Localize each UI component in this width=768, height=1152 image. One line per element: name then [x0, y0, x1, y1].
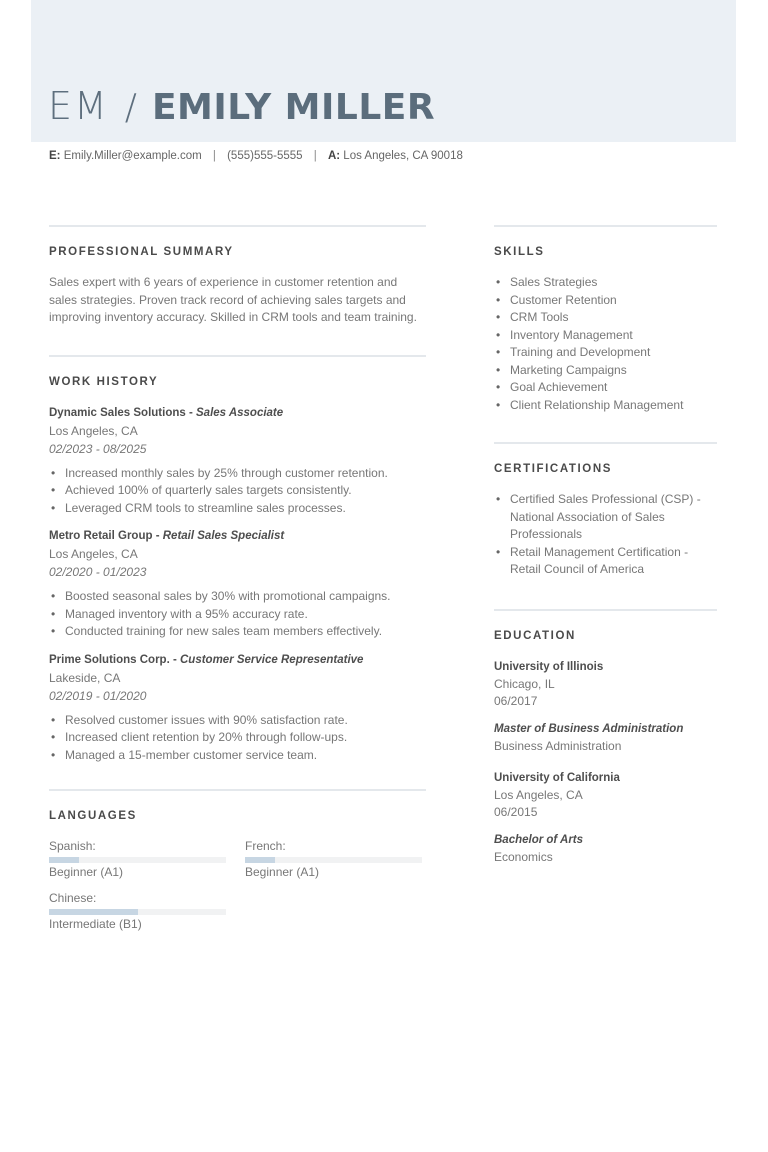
- languages-section: [49, 789, 426, 932]
- language-level: Beginner (A1): [49, 865, 124, 879]
- skill-item: • Marketing Campaigns: [494, 362, 717, 380]
- job-bullet: • Resolved customer issues with 90% satisfaction rate.: [49, 712, 426, 730]
- job-bullet: • Increased monthly sales by 25% through customer retention.: [49, 465, 426, 483]
- education-section: [494, 609, 717, 866]
- work-history-section: [49, 355, 426, 765]
- job-role: Customer Service Representative: [180, 653, 364, 666]
- certifications-list: [494, 491, 717, 579]
- summary-section: [49, 225, 426, 327]
- language-name: Spanish:: [49, 839, 96, 853]
- email-label: E:: [49, 150, 61, 162]
- section-title: EDUCATION: [494, 629, 576, 642]
- section-divider: [49, 789, 426, 791]
- language-name: Chinese:: [49, 891, 97, 905]
- language-level: Intermediate (B1): [49, 917, 142, 931]
- job-company: Metro Retail Group: [49, 530, 153, 542]
- job-location: Lakeside, CA: [49, 670, 121, 685]
- job-location: Los Angeles, CA: [49, 423, 138, 438]
- language-proficiency-fill: [49, 909, 138, 915]
- job-bullets: [49, 465, 426, 518]
- skill-item: • CRM Tools: [494, 309, 717, 327]
- job-bullet: • Increased client retention by 20% through follow-ups.: [49, 729, 426, 747]
- contact-line: [49, 150, 463, 162]
- education-degree-block: [494, 720, 717, 755]
- skill-item: • Customer Retention: [494, 292, 717, 310]
- language-proficiency-fill: [49, 857, 79, 863]
- job-heading: Metro Retail Group - Retail Sales Specialist: [49, 530, 285, 542]
- address-value: Los Angeles, CA 90018: [343, 150, 463, 162]
- section-title: SKILLS: [494, 246, 545, 258]
- section-title: LANGUAGES: [49, 810, 137, 822]
- job-bullets: [49, 588, 426, 641]
- language-proficiency-bar: [245, 857, 422, 863]
- job-company: Dynamic Sales Solutions: [49, 406, 186, 419]
- job-bullet: • Managed a 15-member customer service team.: [49, 747, 426, 765]
- section-divider: [49, 225, 426, 227]
- language-proficiency-fill: [245, 857, 275, 863]
- section-title: CERTIFICATIONS: [494, 463, 613, 475]
- job-heading: Prime Solutions Corp. - Customer Service Representative: [49, 653, 364, 666]
- section-title: WORK HISTORY: [49, 375, 159, 388]
- education-location: Los Angeles, CA: [494, 787, 583, 802]
- language-name: French:: [245, 839, 286, 853]
- section-divider: [494, 225, 717, 227]
- job-company: Prime Solutions Corp.: [49, 653, 170, 666]
- job-dates: 02/2023 - 08/2025: [49, 441, 147, 456]
- certification-item: • Certified Sales Professional (CSP) - National Association of Sales Professionals: [494, 491, 717, 544]
- language-level: Beginner (A1): [245, 865, 320, 879]
- certification-item: • Retail Management Certification - Retail Council of America: [494, 544, 717, 579]
- skill-item: • Inventory Management: [494, 327, 717, 345]
- contact-separator: |: [313, 150, 317, 162]
- initials: EM: [48, 84, 109, 128]
- languages-grid: [49, 838, 426, 932]
- name-heading: [48, 84, 435, 130]
- job-heading: Dynamic Sales Solutions - Sales Associate: [49, 406, 284, 419]
- email-value[interactable]: Emily.Miller@example.com: [63, 150, 202, 162]
- skill-item: • Goal Achievement: [494, 379, 717, 397]
- job-dates: 02/2019 - 01/2020: [49, 688, 147, 703]
- job-bullet: • Boosted seasonal sales by 30% with promotional campaigns.: [49, 588, 426, 606]
- job-dates: 02/2020 - 01/2023: [49, 565, 147, 579]
- language-proficiency-bar: [49, 909, 226, 915]
- skills-section: [494, 225, 717, 414]
- job-bullet: • Managed inventory with a 95% accuracy rate.: [49, 606, 426, 624]
- education-date: 06/2017: [494, 693, 538, 708]
- address-label: A:: [327, 150, 341, 162]
- education-entry: [494, 658, 717, 710]
- language-item: [245, 838, 422, 880]
- full-name: EMILY MILLER: [151, 87, 436, 128]
- job-entry: [49, 404, 426, 518]
- education-degree-block: [494, 831, 717, 866]
- summary-text: Sales expert with 6 years of experience in customer retention and sales strategies. Proven track record of achieving sales targets and improving inventory accuracy. Skilled in CRM tools and team training.: [49, 275, 417, 324]
- language-item: [49, 890, 226, 932]
- job-entry: [49, 651, 426, 765]
- education-school: University of Illinois: [494, 660, 604, 673]
- job-bullet: • Conducted training for new sales team members effectively.: [49, 623, 426, 641]
- phone-value: (555)555-5555: [227, 150, 303, 162]
- job-entry: [49, 527, 426, 641]
- right-column: [494, 225, 717, 876]
- education-location: Chicago, IL: [494, 676, 555, 691]
- job-bullet: • Leveraged CRM tools to streamline sales processes.: [49, 500, 426, 518]
- education-entry: [494, 769, 717, 821]
- skill-item: • Client Relationship Management: [494, 397, 717, 415]
- education-field: Business Administration: [494, 738, 622, 753]
- education-field: Economics: [494, 849, 553, 864]
- job-bullet: • Achieved 100% of quarterly sales targets consistently.: [49, 482, 426, 500]
- education-degree: Master of Business Administration: [494, 722, 684, 735]
- skill-item: • Training and Development: [494, 344, 717, 362]
- section-divider: [494, 442, 717, 444]
- language-proficiency-bar: [49, 857, 226, 863]
- contact-separator: |: [212, 150, 216, 162]
- skill-item: • Sales Strategies: [494, 274, 717, 292]
- job-location: Los Angeles, CA: [49, 547, 138, 561]
- job-role: Retail Sales Specialist: [162, 530, 285, 542]
- education-date: 06/2015: [494, 804, 538, 819]
- job-role: Sales Associate: [196, 406, 284, 419]
- name-slash: /: [124, 87, 138, 128]
- section-title: PROFESSIONAL SUMMARY: [49, 246, 234, 258]
- certifications-section: [494, 442, 717, 579]
- language-item: [49, 838, 226, 880]
- skills-list: [494, 274, 717, 414]
- education-degree: Bachelor of Arts: [494, 833, 584, 846]
- job-bullets: [49, 712, 426, 765]
- section-divider: [49, 355, 426, 357]
- education-school: University of California: [494, 771, 620, 784]
- section-divider: [494, 609, 717, 611]
- left-column: [49, 225, 426, 932]
